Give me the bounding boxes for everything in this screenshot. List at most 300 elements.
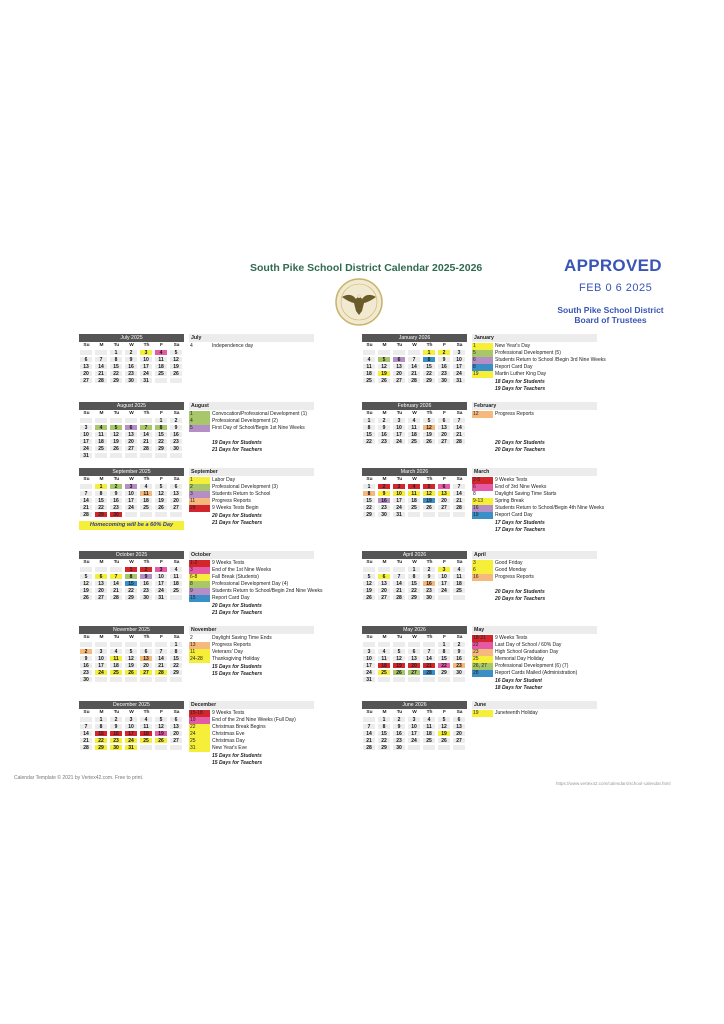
empty-cell: [154, 511, 168, 518]
day-cell: 9: [109, 723, 123, 730]
event-date-code: 1: [189, 411, 210, 418]
event-description: 9 Weeks Tests Begin: [212, 505, 259, 511]
event-description: Progress Reports: [212, 642, 251, 648]
day-cell: 5: [362, 573, 376, 580]
empty-cell: [422, 676, 436, 683]
month-header: November 2025: [79, 626, 184, 634]
day-cell: 20: [94, 587, 108, 594]
day-cell: 14: [392, 580, 406, 587]
day-cell: 13: [437, 424, 451, 431]
empty-cell: [452, 744, 466, 751]
day-cell: 6: [94, 573, 108, 580]
events-month-title: May: [472, 626, 597, 634]
event-description: High School Graduation Day: [495, 649, 559, 655]
day-cell: 3: [392, 417, 406, 424]
event-date-code: 16: [472, 574, 493, 581]
day-cell: 7: [452, 417, 466, 424]
day-cell: 12: [124, 655, 138, 662]
event-date-code: 15: [189, 595, 210, 602]
events-month-title: March: [472, 468, 597, 476]
day-cell: 4: [109, 648, 123, 655]
day-cell: 7: [139, 424, 153, 431]
event-description: Labor Day: [212, 477, 236, 483]
district-seal-logo: [334, 277, 384, 327]
empty-cell: [94, 676, 108, 683]
weekday-label: Su: [366, 411, 373, 416]
event-date-code: 1: [472, 343, 493, 350]
weekday-label: M: [382, 411, 387, 416]
day-cell: 8: [422, 356, 436, 363]
event-description: Students Return to School /Begin 3rd Nine Weeks: [495, 357, 606, 363]
event-date-code: 9-13: [472, 498, 493, 505]
day-cell: 4: [407, 417, 421, 424]
day-cell: 22: [94, 737, 108, 744]
day-cell: 10: [79, 431, 93, 438]
day-cell: 15: [109, 363, 123, 370]
day-cell: 19: [169, 363, 183, 370]
day-cell: 4: [377, 648, 391, 655]
day-cell: 24: [139, 370, 153, 377]
day-cell: 5: [109, 424, 123, 431]
day-cell: 8: [154, 424, 168, 431]
day-cell: 25: [377, 669, 391, 676]
day-cell: 18: [109, 662, 123, 669]
weekday-label: Sa: [456, 635, 463, 640]
weekday-label: Sa: [173, 560, 180, 565]
event-description: Good Friday: [495, 560, 523, 566]
day-cell: 25: [407, 504, 421, 511]
event-description: New Year's Eve: [212, 745, 247, 751]
day-cell: 14: [109, 580, 123, 587]
event-date-code: 22: [472, 642, 493, 649]
weekday-label: Tu: [113, 477, 120, 482]
weekday-label: W: [412, 560, 417, 565]
day-cell: 19: [422, 497, 436, 504]
day-cell: 11: [362, 363, 376, 370]
day-cell: 24: [154, 587, 168, 594]
weekday-label: Sa: [456, 477, 463, 482]
day-cell: 25: [452, 587, 466, 594]
days-count-note: 20 Days for Students: [212, 603, 262, 609]
event-date-code: 11: [189, 498, 210, 505]
day-cell: 27: [392, 377, 406, 384]
day-cell: 2: [437, 349, 451, 356]
day-cell: 23: [139, 587, 153, 594]
weekday-label: M: [99, 411, 104, 416]
day-cell: 28: [392, 594, 406, 601]
empty-cell: [109, 566, 123, 573]
weekday-label: Th: [426, 477, 433, 482]
day-cell: 3: [139, 349, 153, 356]
weekday-label: Th: [143, 710, 150, 715]
month-header: January 2026: [362, 334, 467, 342]
event-description: Christmas Break Begins: [212, 724, 266, 730]
day-cell: 26: [362, 594, 376, 601]
day-cell: 22: [94, 504, 108, 511]
empty-cell: [377, 349, 391, 356]
weekday-label: Th: [426, 710, 433, 715]
day-cell: 10: [392, 424, 406, 431]
day-cell: 29: [109, 377, 123, 384]
day-cell: 20: [437, 497, 451, 504]
weekday-label: Su: [83, 477, 90, 482]
event-date-code: 5: [472, 350, 493, 357]
empty-cell: [422, 511, 436, 518]
day-cell: 11: [169, 573, 183, 580]
empty-cell: [79, 566, 93, 573]
event-date-code: 19: [472, 512, 493, 519]
day-cell: 18: [94, 438, 108, 445]
day-cell: 21: [407, 370, 421, 377]
weekday-label: W: [129, 635, 134, 640]
weekday-label: Su: [83, 635, 90, 640]
days-count-note: 15 Days for Students: [212, 753, 262, 759]
day-cell: 12: [362, 580, 376, 587]
day-cell: 28: [452, 504, 466, 511]
day-cell: 3: [94, 648, 108, 655]
day-cell: 27: [139, 669, 153, 676]
day-cell: 9: [437, 356, 451, 363]
empty-cell: [154, 641, 168, 648]
event-date-code: 5: [189, 425, 210, 432]
day-cell: 19: [124, 662, 138, 669]
empty-cell: [392, 641, 406, 648]
day-cell: 3: [407, 716, 421, 723]
weekday-label: Sa: [173, 343, 180, 348]
event-date-code: 16: [472, 505, 493, 512]
day-cell: 27: [437, 504, 451, 511]
day-cell: 13: [377, 580, 391, 587]
day-cell: 17: [154, 580, 168, 587]
event-date-code: 19: [472, 710, 493, 717]
day-cell: 1: [422, 349, 436, 356]
day-cell: 3: [124, 483, 138, 490]
day-cell: 7: [422, 648, 436, 655]
day-cell: 14: [362, 730, 376, 737]
day-cell: 4: [362, 356, 376, 363]
day-cell: 8: [362, 424, 376, 431]
weekday-label: F: [160, 343, 163, 348]
day-cell: 28: [139, 445, 153, 452]
day-cell: 24: [407, 737, 421, 744]
empty-cell: [407, 676, 421, 683]
day-cell: 13: [452, 723, 466, 730]
event-date-code: 1: [189, 477, 210, 484]
day-cell: 28: [422, 669, 436, 676]
day-cell: 15: [362, 431, 376, 438]
day-cell: 18: [139, 497, 153, 504]
weekday-label: W: [412, 411, 417, 416]
day-cell: 26: [422, 438, 436, 445]
day-cell: 23: [377, 504, 391, 511]
day-cell: 12: [109, 431, 123, 438]
month-header: August 2025: [79, 402, 184, 410]
day-cell: 2: [79, 648, 93, 655]
weekday-label: Tu: [396, 560, 403, 565]
empty-cell: [362, 641, 376, 648]
day-cell: 29: [124, 594, 138, 601]
weekday-label: Th: [143, 411, 150, 416]
day-cell: 11: [407, 490, 421, 497]
weekday-label: Sa: [456, 710, 463, 715]
event-date-code: 3: [189, 567, 210, 574]
day-cell: 17: [124, 730, 138, 737]
empty-cell: [139, 744, 153, 751]
empty-cell: [124, 511, 138, 518]
day-cell: 8: [437, 648, 451, 655]
day-cell: 10: [154, 573, 168, 580]
day-cell: 25: [422, 737, 436, 744]
day-cell: 10: [124, 723, 138, 730]
day-cell: 5: [437, 716, 451, 723]
event-description: Students Return to School/Begin 2nd Nine Weeks: [212, 588, 323, 594]
day-cell: 3: [79, 424, 93, 431]
approved-stamp: APPROVED: [564, 256, 662, 275]
day-cell: 21: [362, 737, 376, 744]
day-cell: 8: [377, 723, 391, 730]
empty-cell: [169, 744, 183, 751]
empty-cell: [109, 417, 123, 424]
day-cell: 15: [94, 497, 108, 504]
event-date-code: 8: [472, 364, 493, 371]
day-cell: 23: [452, 662, 466, 669]
day-cell: 8: [109, 356, 123, 363]
empty-cell: [362, 716, 376, 723]
weekday-label: Sa: [456, 343, 463, 348]
day-cell: 29: [169, 669, 183, 676]
empty-cell: [362, 566, 376, 573]
day-cell: 13: [139, 655, 153, 662]
weekday-label: F: [160, 411, 163, 416]
day-cell: 31: [79, 452, 93, 459]
event-description: Professional Development (6) (7): [495, 663, 569, 669]
empty-cell: [94, 349, 108, 356]
event-date-code: 25: [189, 738, 210, 745]
event-description: Progress Reports: [212, 498, 251, 504]
month-header: May 2026: [362, 626, 467, 634]
day-cell: 20: [407, 662, 421, 669]
day-cell: 11: [407, 424, 421, 431]
approved-date: FEB 0 6 2025: [579, 282, 653, 294]
weekday-label: F: [443, 411, 446, 416]
weekday-label: M: [382, 477, 387, 482]
day-cell: 22: [407, 587, 421, 594]
weekday-label: Tu: [113, 710, 120, 715]
day-cell: 11: [154, 356, 168, 363]
day-cell: 7: [79, 723, 93, 730]
day-cell: 11: [452, 573, 466, 580]
day-cell: 5: [422, 417, 436, 424]
board-line-2: Board of Trustees: [574, 315, 647, 325]
day-cell: 18: [377, 662, 391, 669]
event-description: Good Monday: [495, 567, 527, 573]
event-date-code: 6-8: [189, 574, 210, 581]
month-header: March 2026: [362, 468, 467, 476]
event-description: Christmas Day: [212, 738, 245, 744]
days-count-note: 18 Days for Teacher: [495, 685, 543, 691]
day-cell: 11: [422, 723, 436, 730]
day-cell: 21: [154, 662, 168, 669]
day-cell: 26: [79, 594, 93, 601]
day-cell: 23: [422, 587, 436, 594]
event-date-code: 13: [189, 642, 210, 649]
weekday-label: Sa: [173, 411, 180, 416]
day-cell: 6: [139, 648, 153, 655]
weekday-label: M: [99, 635, 104, 640]
day-cell: 1: [94, 483, 108, 490]
event-description: Professional Development (2): [212, 418, 278, 424]
day-cell: 26: [154, 504, 168, 511]
weekday-label: W: [129, 710, 134, 715]
event-date-code: 6: [472, 567, 493, 574]
day-cell: 16: [422, 580, 436, 587]
day-cell: 16: [392, 730, 406, 737]
day-cell: 26: [437, 737, 451, 744]
day-cell: 19: [79, 587, 93, 594]
event-description: Spring Break: [495, 498, 524, 504]
month-header: July 2025: [79, 334, 184, 342]
days-count-note: 17 Days for Students: [495, 520, 545, 526]
weekday-label: Su: [83, 343, 90, 348]
day-cell: 9: [377, 424, 391, 431]
day-cell: 19: [154, 497, 168, 504]
day-cell: 20: [437, 431, 451, 438]
day-cell: 8: [94, 723, 108, 730]
day-cell: 2: [109, 483, 123, 490]
day-cell: 1: [377, 716, 391, 723]
event-description: Report Card Day: [212, 595, 250, 601]
day-cell: 29: [94, 511, 108, 518]
empty-cell: [422, 641, 436, 648]
weekday-label: M: [382, 343, 387, 348]
day-cell: 25: [362, 377, 376, 384]
day-cell: 30: [124, 377, 138, 384]
event-description: Students Return to School: [212, 491, 271, 497]
empty-cell: [139, 452, 153, 459]
weekday-label: Th: [426, 343, 433, 348]
day-cell: 12: [422, 490, 436, 497]
weekday-label: W: [129, 560, 134, 565]
event-date-code: 25: [472, 656, 493, 663]
day-cell: 20: [124, 438, 138, 445]
weekday-label: Tu: [396, 343, 403, 348]
day-cell: 25: [94, 445, 108, 452]
day-cell: 1: [407, 566, 421, 573]
event-description: Report Cards Mailed (Administration): [495, 670, 578, 676]
weekday-label: Su: [366, 710, 373, 715]
day-cell: 14: [79, 497, 93, 504]
day-cell: 7: [362, 723, 376, 730]
event-description: Convocation/Professional Development (1): [212, 411, 308, 417]
day-cell: 22: [422, 370, 436, 377]
day-cell: 6: [169, 716, 183, 723]
day-cell: 10: [94, 655, 108, 662]
day-cell: 12: [392, 655, 406, 662]
day-cell: 27: [437, 438, 451, 445]
weekday-label: Sa: [173, 710, 180, 715]
event-description: 9 Weeks Tests: [495, 477, 528, 483]
weekday-label: Tu: [113, 343, 120, 348]
day-cell: 26: [169, 370, 183, 377]
day-cell: 26: [377, 377, 391, 384]
event-date-code: 6: [472, 484, 493, 491]
day-cell: 2: [124, 349, 138, 356]
day-cell: 18: [154, 363, 168, 370]
day-cell: 8: [94, 490, 108, 497]
empty-cell: [154, 744, 168, 751]
page-title: South Pike School District Calendar 2025-2026: [250, 262, 483, 274]
day-cell: 22: [109, 370, 123, 377]
event-date-code: 15-18: [189, 710, 210, 717]
weekday-label: F: [160, 560, 163, 565]
weekday-label: F: [160, 477, 163, 482]
day-cell: 12: [422, 424, 436, 431]
empty-cell: [392, 676, 406, 683]
day-cell: 28: [362, 744, 376, 751]
day-cell: 5: [422, 483, 436, 490]
event-description: Professional Development Day (4): [212, 581, 289, 587]
day-cell: 15: [94, 730, 108, 737]
empty-cell: [452, 511, 466, 518]
weekday-label: F: [160, 710, 163, 715]
day-cell: 30: [452, 669, 466, 676]
day-cell: 21: [109, 587, 123, 594]
weekday-label: W: [412, 635, 417, 640]
event-date-code: 2: [189, 484, 210, 491]
day-cell: 18: [407, 431, 421, 438]
day-cell: 10: [139, 356, 153, 363]
event-description: Fall Break (Students): [212, 574, 259, 580]
day-cell: 3: [154, 566, 168, 573]
empty-cell: [377, 566, 391, 573]
day-cell: 9: [79, 655, 93, 662]
day-cell: 7: [452, 483, 466, 490]
events-month-title: November: [189, 626, 314, 634]
day-cell: 10: [362, 655, 376, 662]
empty-cell: [139, 676, 153, 683]
weekday-label: M: [99, 710, 104, 715]
event-description: Progress Reports: [495, 574, 534, 580]
weekday-label: M: [99, 560, 104, 565]
day-cell: 30: [169, 445, 183, 452]
empty-cell: [139, 641, 153, 648]
day-cell: 26: [109, 445, 123, 452]
day-cell: 14: [452, 424, 466, 431]
day-cell: 16: [79, 662, 93, 669]
days-count-note: 15 Days for Teachers: [212, 671, 263, 677]
event-description: Professional Development (3): [212, 484, 278, 490]
day-cell: 27: [79, 377, 93, 384]
weekday-label: M: [99, 477, 104, 482]
day-cell: 30: [109, 511, 123, 518]
day-cell: 17: [392, 431, 406, 438]
day-cell: 24: [392, 438, 406, 445]
day-cell: 16: [452, 655, 466, 662]
day-cell: 1: [169, 641, 183, 648]
day-cell: 24: [437, 587, 451, 594]
day-cell: 2: [139, 566, 153, 573]
day-cell: 18: [407, 497, 421, 504]
day-cell: 28: [452, 438, 466, 445]
events-month-title: June: [472, 701, 597, 709]
event-description: End of the 2nd Nine Weeks (Full Day): [212, 717, 296, 723]
empty-cell: [437, 744, 451, 751]
day-cell: 29: [422, 377, 436, 384]
day-cell: 6: [124, 424, 138, 431]
day-cell: 31: [362, 676, 376, 683]
event-description: Juneteenth Holiday: [495, 710, 538, 716]
event-description: Memorial Day Holiday: [495, 656, 544, 662]
